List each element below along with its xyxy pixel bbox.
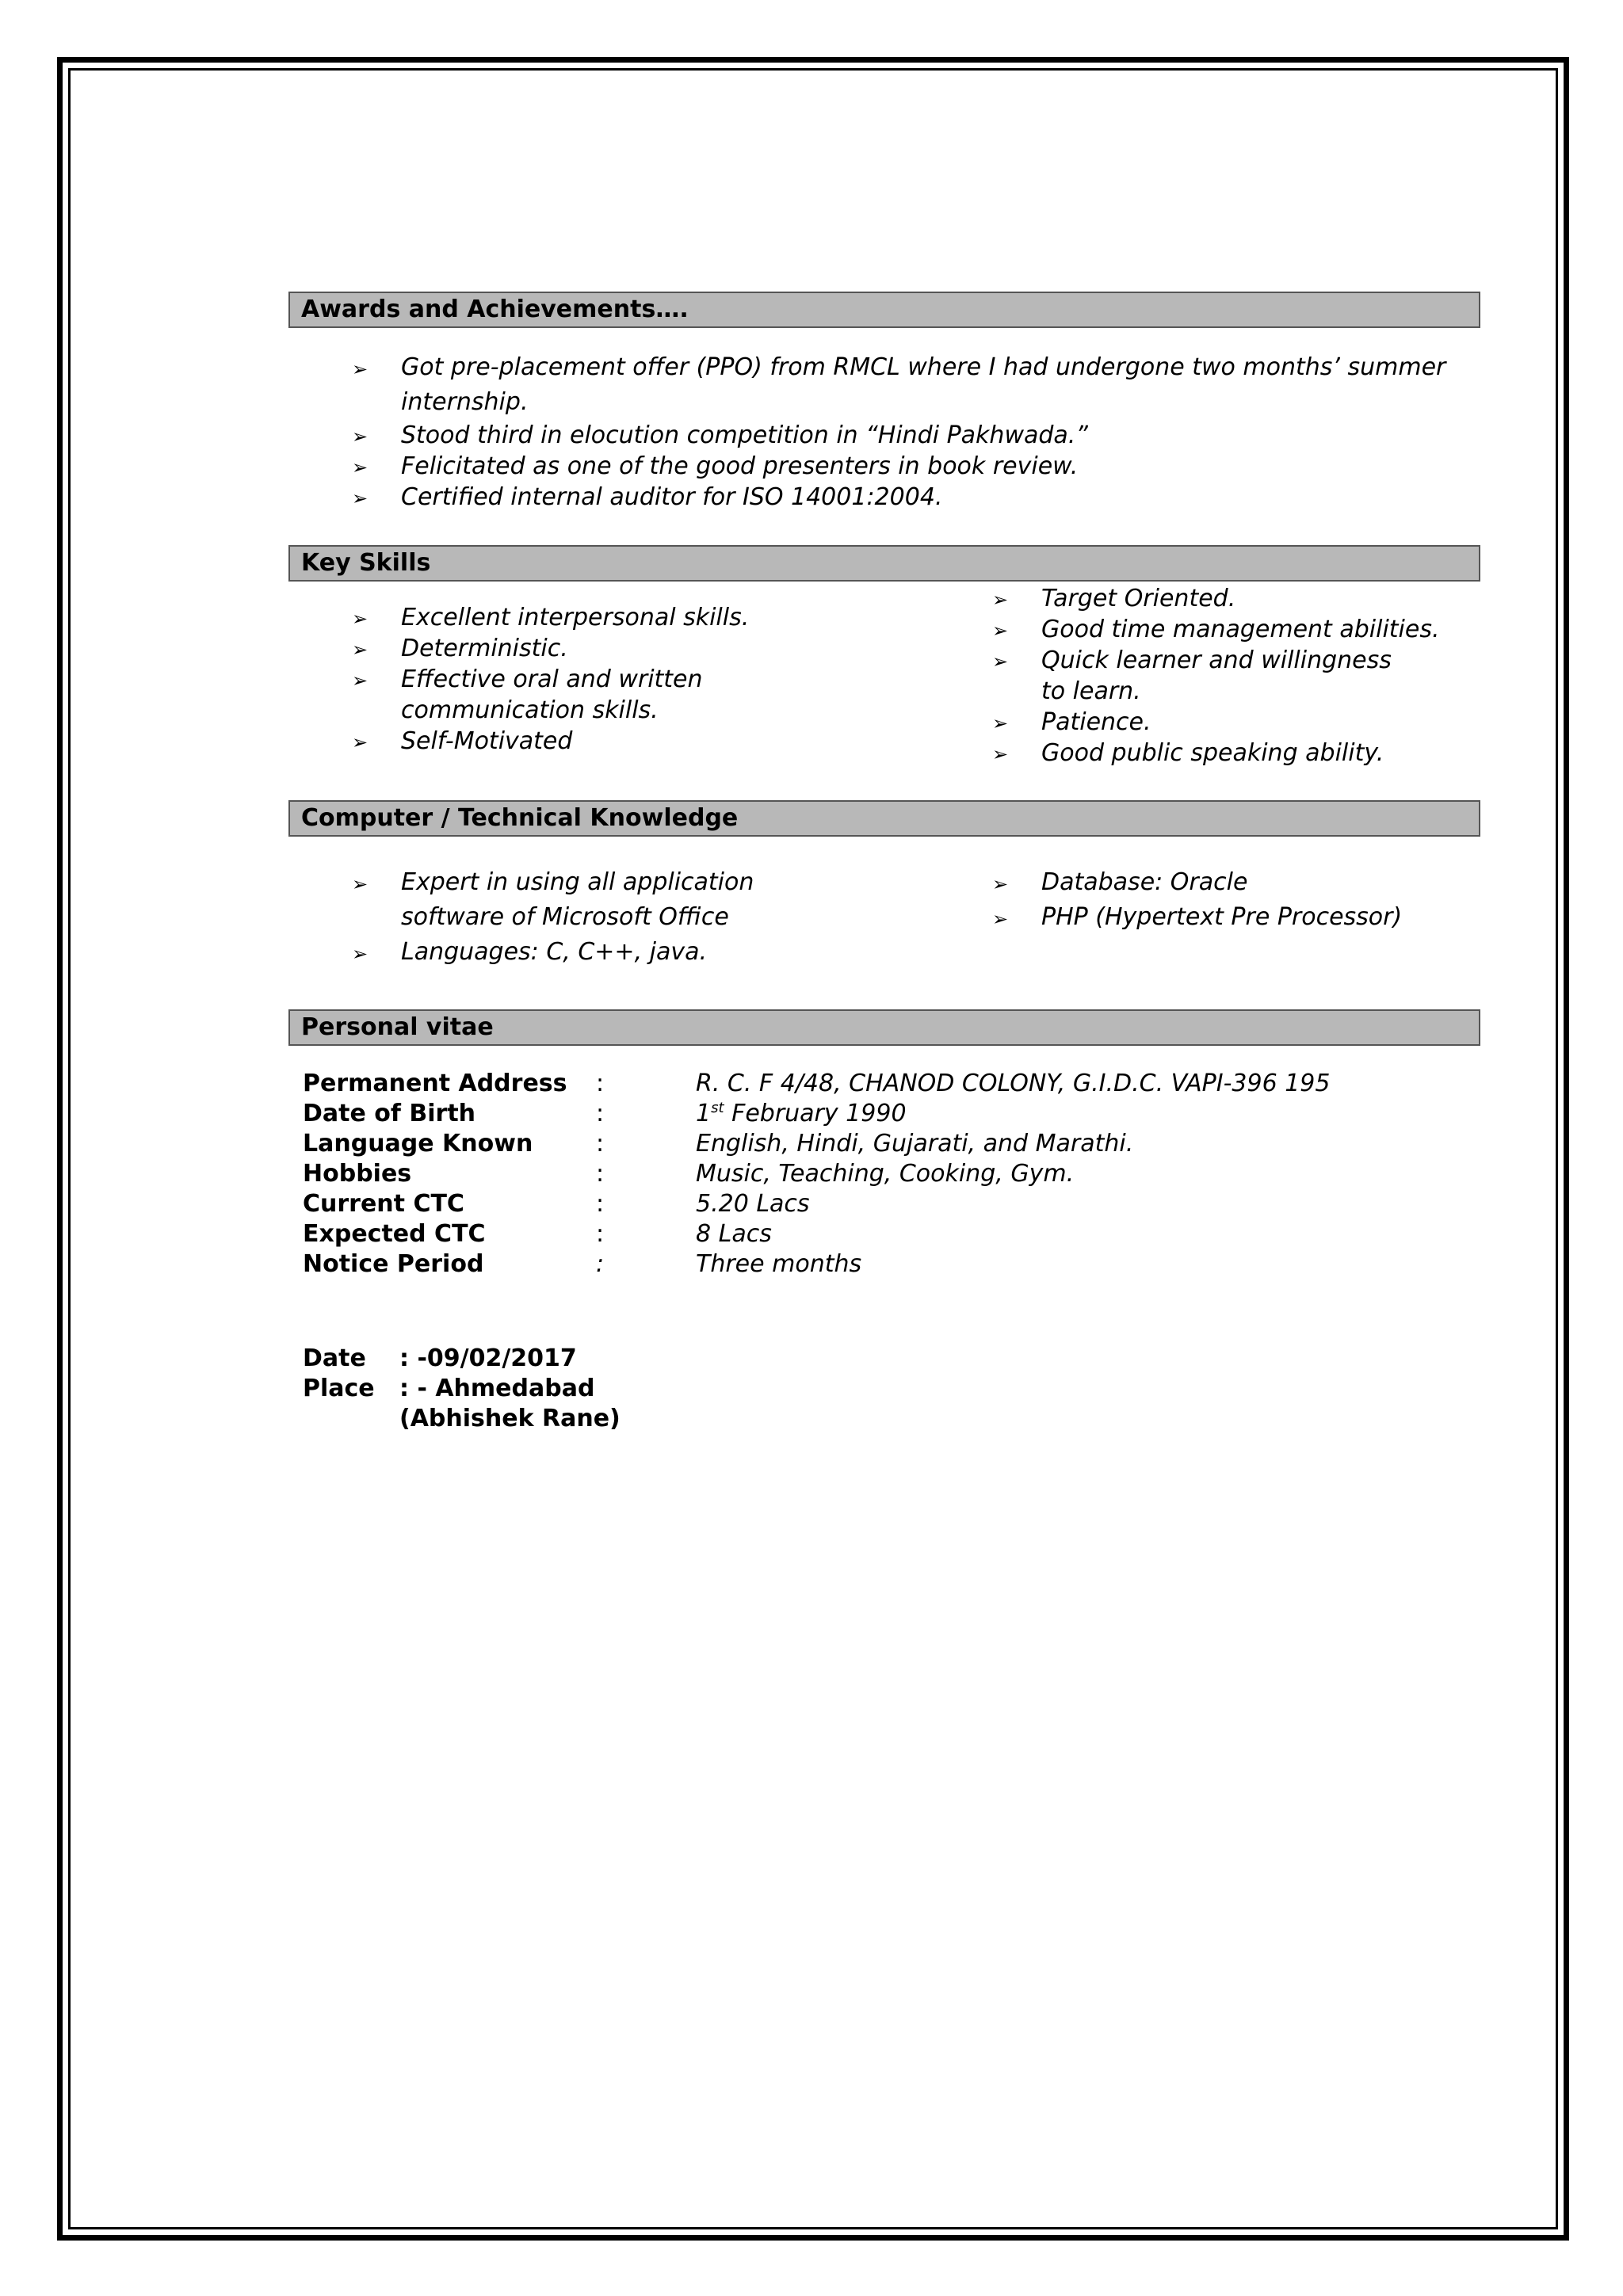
computer-knowledge-left-list [352,865,764,970]
place-label: Place [303,1375,375,1402]
table-row: Notice Period : Three months [303,1250,862,1278]
list-item: ➢ Target Oriented. [992,583,1468,614]
list-item: ➢ Database: Oracle [992,865,1468,900]
list-item: ➢ Good public speaking ability. [992,738,1468,769]
list-item: ➢ Languages: C, C++, java. [352,935,764,970]
key-skills-right-list [992,583,1468,769]
list-item: ➢ Excellent interpersonal skills. [352,602,764,633]
awards-section-header: Awards and Achievements…. [288,292,1480,328]
table-row: Hobbies : Music, Teaching, Cooking, Gym. [303,1160,1075,1188]
table-row: Expected CTC : 8 Lacs [303,1220,772,1248]
awards-list [352,350,1461,513]
list-item: ➢ Self-Motivated [352,726,764,757]
signatory-name: (Abhishek Rane) [399,1405,621,1432]
key-skills-section-header: Key Skills [288,545,1480,582]
date-label: Date [303,1344,366,1372]
signature-block [303,1344,621,1434]
table-row: Date of Birth : 1st February 1990 [303,1100,907,1127]
table-row: Language Known : English, Hindi, Gujarati, and Marathi. [303,1130,1134,1158]
place-value: : - Ahmedabad [399,1375,595,1402]
list-item: ➢ Quick learner and willingness to learn. [992,645,1414,707]
list-item: ➢ Felicitated as one of the good presenters in book review. [352,451,1461,482]
table-row: Permanent Address : R. C. F 4/48, CHANOD COLONY, G.I.D.C. VAPI-396 195 [303,1070,1331,1097]
computer-knowledge-section-header: Computer / Technical Knowledge [288,800,1480,837]
computer-knowledge-right-list [992,865,1468,935]
table-row: Current CTC : 5.20 Lacs [303,1190,810,1218]
list-item: ➢ Good time management abilities. [992,614,1468,645]
list-item: ➢ Stood third in elocution competition in “Hindi Pakhwada.” [352,420,1461,451]
date-row [303,1344,621,1374]
list-item: ➢ Effective oral and written communication skills. [352,664,764,726]
place-row [303,1374,621,1404]
personal-vitae-table [303,1070,1330,1280]
date-value: : -09/02/2017 [399,1344,577,1372]
list-item: ➢ Certified internal auditor for ISO 14001:2004. [352,482,1461,513]
personal-vitae-section-header: Personal vitae [288,1009,1480,1046]
list-item: ➢ Deterministic. [352,633,764,664]
list-item: ➢ PHP (Hypertext Pre Processor) [992,900,1468,935]
list-item: ➢ Expert in using all application software of Microsoft Office [352,865,764,935]
list-item: ➢ Got pre-placement offer (PPO) from RMCL where I had undergone two months’ summer internship. [352,350,1461,420]
name-row [303,1404,621,1434]
key-skills-left-list [352,602,764,757]
list-item: ➢ Patience. [992,707,1468,738]
